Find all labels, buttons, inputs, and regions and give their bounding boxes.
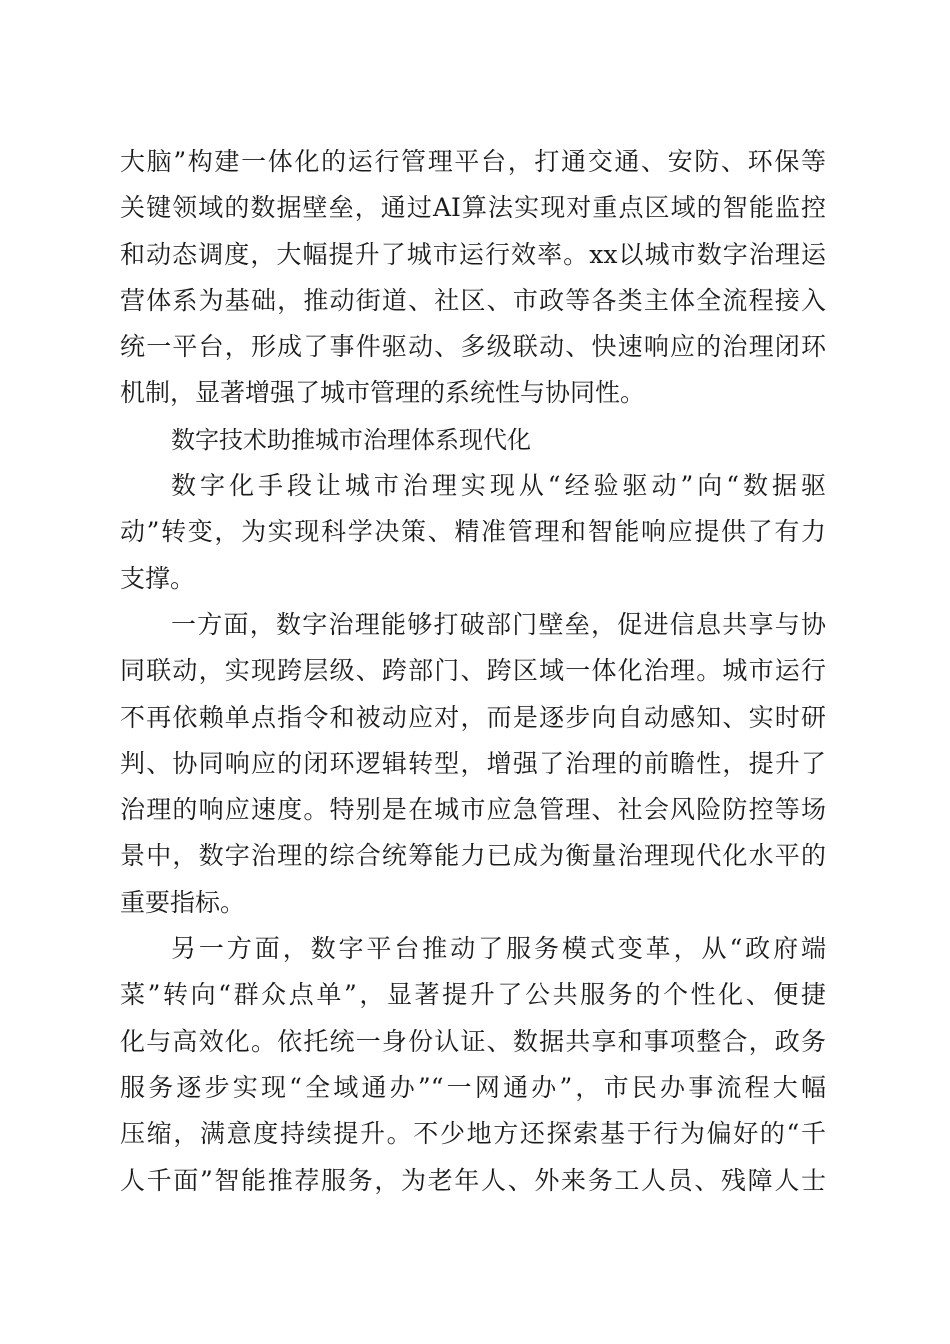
paragraph-3 — [120, 602, 826, 926]
text-line: 压缩，满意度持续提升。不少地方还探索基于行为偏好的“千 — [120, 1119, 826, 1149]
text-line: 不再依赖单点指令和被动应对，而是逐步向自动感知、实时研 — [120, 702, 826, 732]
section-heading: 数字技术助推城市治理体系现代化 — [171, 425, 531, 454]
text-line: 判、协同响应的闭环逻辑转型，增强了治理的前瞻性，提升了 — [120, 748, 826, 778]
paragraph-4 — [120, 926, 826, 1204]
text-line: 菜”转向“群众点单”，显著提升了公共服务的个性化、便捷 — [120, 980, 826, 1010]
text-line: 大脑”构建一体化的运行管理平台，打通交通、安防、环保等 — [120, 147, 826, 176]
text-line: 重要指标。 — [120, 887, 246, 917]
text-line: 景中，数字治理的综合统筹能力已成为衡量治理现代化水平的 — [120, 841, 826, 871]
paragraph-2 — [120, 463, 826, 602]
text-line: 营体系为基础，推动街道、社区、市政等各类主体全流程接入 — [120, 285, 826, 315]
text-line: 和动态调度，大幅提升了城市运行效率。xx以城市数字治理运 — [120, 239, 826, 269]
text-line: 一方面，数字治理能够打破部门壁垒，促进信息共享与协 — [171, 609, 826, 639]
text-line: 关键领域的数据壁垒，通过AI算法实现对重点区域的智能监控 — [120, 193, 826, 223]
text-line: 人千面”智能推荐服务，为老年人、外来务工人员、残障人士 — [120, 1165, 826, 1195]
document-page — [120, 139, 826, 1204]
text-line: 治理的响应速度。特别是在城市应急管理、社会风险防控等场 — [120, 795, 826, 825]
paragraph-1 — [120, 139, 826, 417]
text-line: 另一方面，数字平台推动了服务模式变革，从“政府端 — [171, 934, 826, 964]
text-line: 支撑。 — [120, 563, 196, 593]
text-line: 动”转变，为实现科学决策、精准管理和智能响应提供了有力 — [120, 517, 826, 547]
text-line: 化与高效化。依托统一身份认证、数据共享和事项整合，政务 — [120, 1026, 826, 1056]
text-line: 数字化手段让城市治理实现从“经验驱动”向“数据驱 — [171, 471, 826, 501]
text-line: 同联动，实现跨层级、跨部门、跨区域一体化治理。城市运行 — [120, 656, 826, 686]
text-line: 服务逐步实现“全域通办”“一网通办”，市民办事流程大幅 — [120, 1072, 826, 1102]
text-line: 机制，显著增强了城市管理的系统性与协同性。 — [120, 378, 646, 408]
text-line: 统一平台，形成了事件驱动、多级联动、快速响应的治理闭环 — [120, 332, 826, 362]
